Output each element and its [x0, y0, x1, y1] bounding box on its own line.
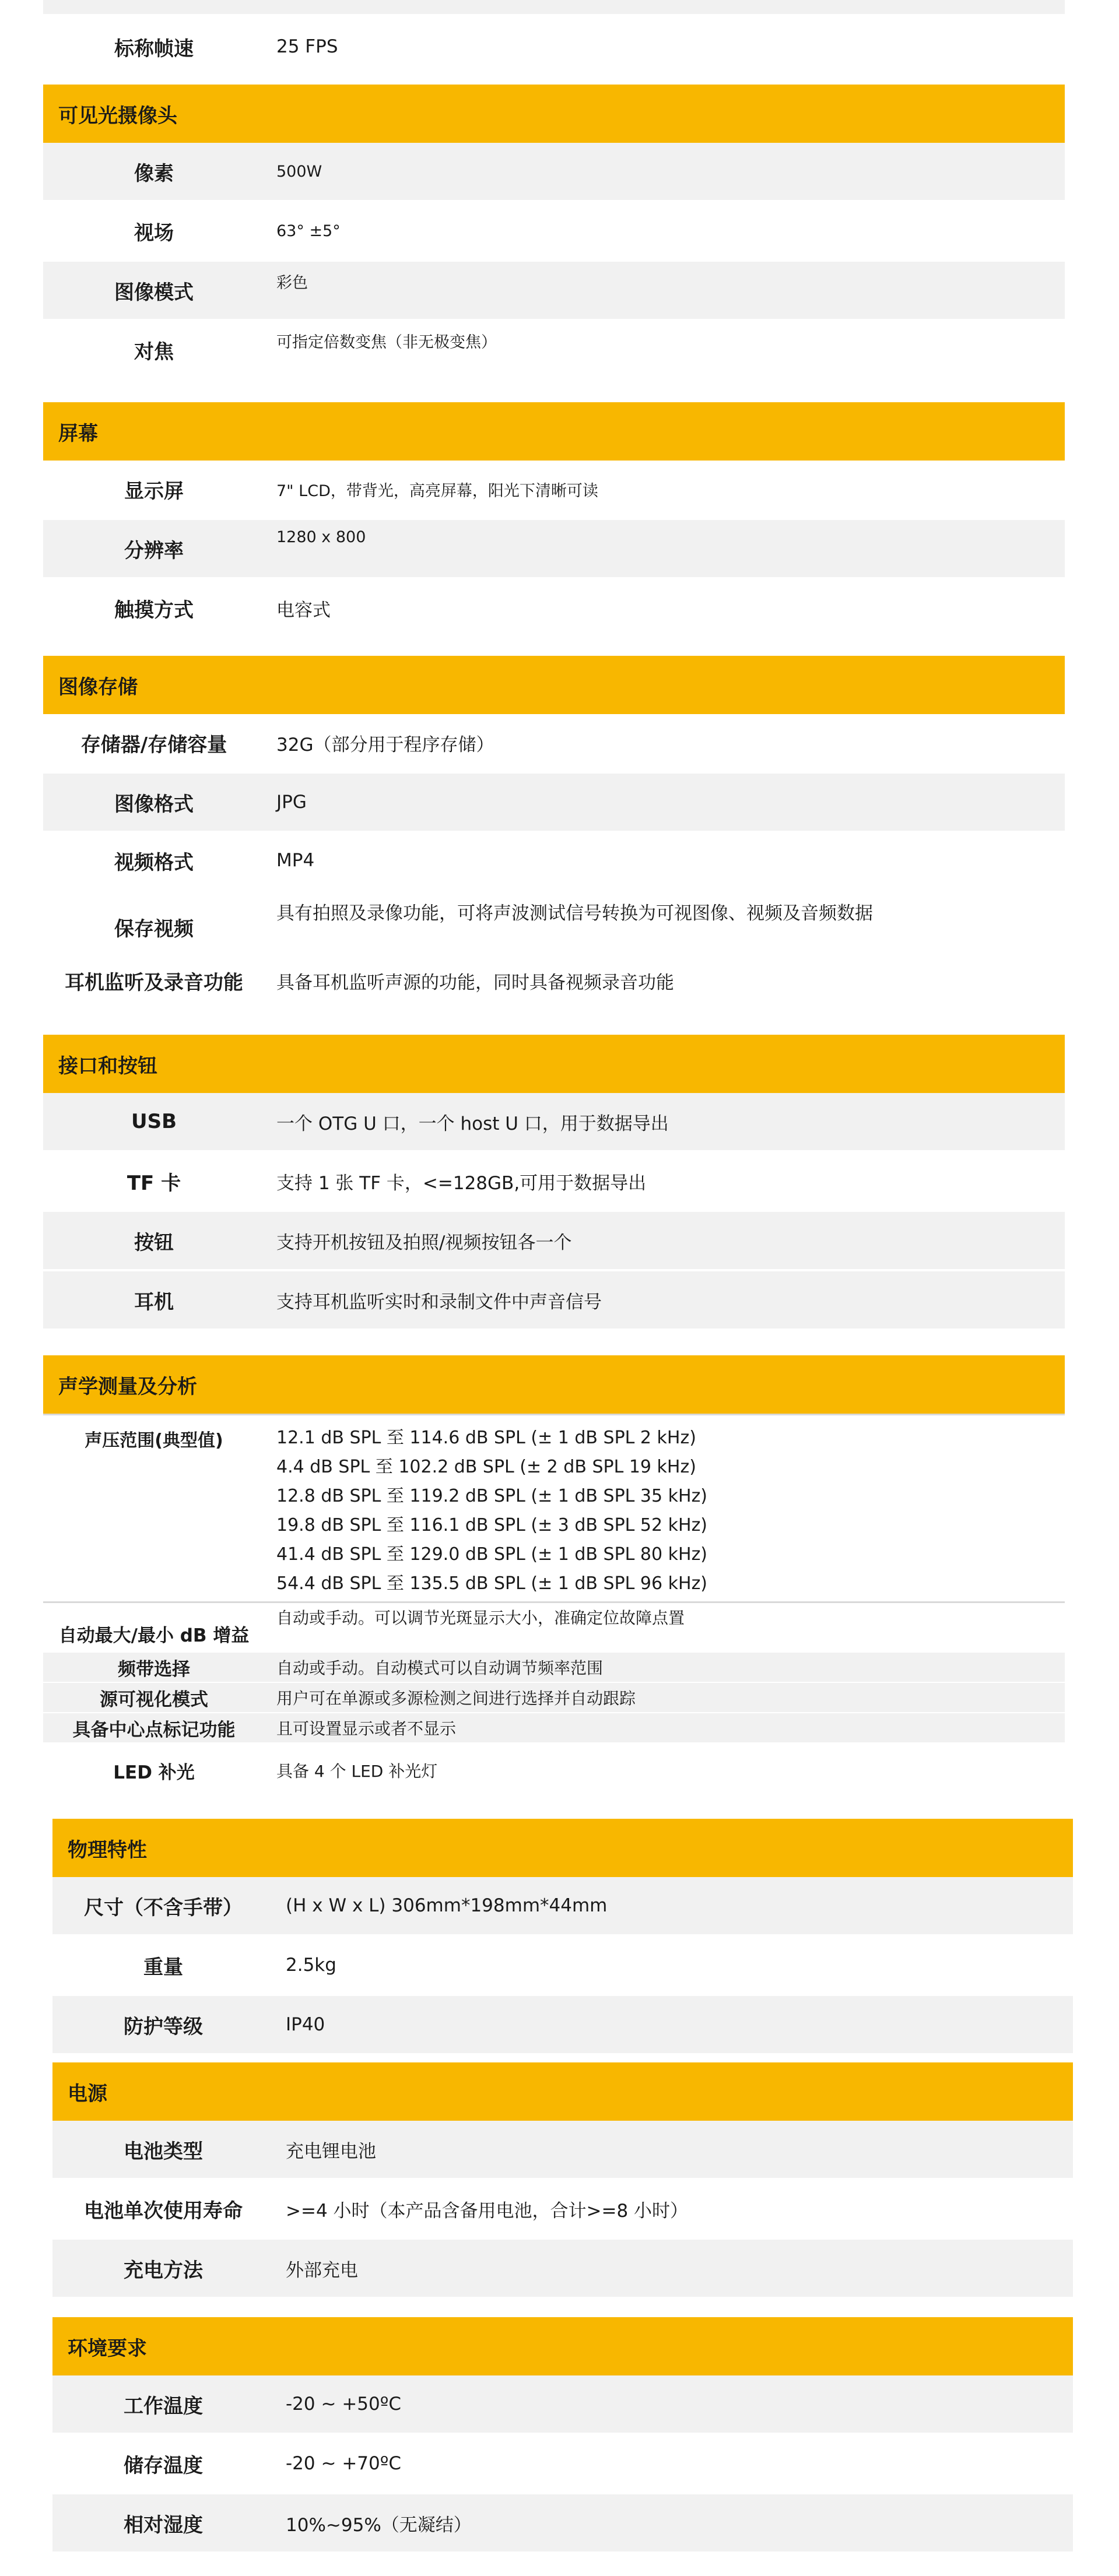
spec-label: 声压范围(典型值) — [85, 1431, 223, 1451]
spec-value: MP4 — [276, 850, 315, 871]
spec-row — [43, 579, 1065, 639]
spec-label: LED 补光 — [113, 1762, 195, 1783]
spec-row — [43, 1152, 1065, 1212]
spec-value: 具备耳机监听声源的功能，同时具备视频录音功能 — [276, 972, 674, 993]
section-camera — [43, 85, 1065, 381]
section-physical — [52, 1819, 1073, 2055]
spec-row — [43, 1601, 1065, 1653]
spl-line: 54.4 dB SPL 至 135.5 dB SPL (± 1 dB SPL 96 kHz) — [276, 1573, 708, 1594]
spl-line: 19.8 dB SPL 至 116.1 dB SPL (± 3 dB SPL 52 kHz) — [276, 1515, 708, 1535]
spec-label: 尺寸（不含手带） — [84, 1896, 243, 1920]
spec-row — [52, 2180, 1073, 2240]
spec-value: 电容式 — [276, 599, 331, 621]
spec-row — [52, 2240, 1073, 2299]
spec-label: 显示屏 — [124, 479, 184, 503]
section-header: 声学测量及分析 — [43, 1355, 1065, 1414]
spec-value: (H x W x L) 306mm*198mm*44mm — [286, 1895, 608, 1916]
section-header: 物理特性 — [52, 1819, 1073, 1877]
section-header: 接口和按钮 — [43, 1035, 1065, 1093]
spec-value: 且可设置显示或者不显示 — [276, 1719, 457, 1738]
top-spacer-row — [43, 0, 1065, 16]
spec-row — [43, 1271, 1065, 1331]
spec-value: >=4 小时（本产品含备用电池，合计>=8 小时） — [286, 2200, 689, 2222]
spec-value: -20 ~ +50ºC — [286, 2394, 401, 2415]
spec-label: 图像模式 — [114, 280, 194, 304]
spec-row — [43, 461, 1065, 520]
section-header: 环境要求 — [52, 2317, 1073, 2375]
spec-value: 外部充电 — [286, 2259, 358, 2281]
spec-row — [43, 1744, 1065, 1800]
spec-row — [52, 1996, 1073, 2055]
spec-value: 63° ±5° — [276, 222, 341, 240]
spec-row — [43, 143, 1065, 202]
spec-label: 对焦 — [134, 340, 174, 364]
spec-row — [43, 321, 1065, 381]
spec-value: 32G（部分用于程序存储） — [276, 734, 494, 755]
spec-label: 标称帧速 — [114, 37, 194, 61]
spec-value: 7" LCD，带背光，高亮屏幕，阳光下清晰可读 — [276, 482, 598, 500]
spec-label: 具备中心点标记功能 — [72, 1719, 236, 1741]
spec-label: 自动最大/最小 dB 增益 — [58, 1625, 250, 1646]
spec-value: 支持开机按钮及拍照/视频按钮各一个 — [276, 1232, 572, 1253]
spec-row — [43, 1212, 1065, 1271]
spec-value: 自动或手动。可以调节光斑显示大小，准确定位故障点置 — [276, 1608, 685, 1628]
spec-label: 视频格式 — [114, 851, 194, 874]
spec-label: 图像格式 — [114, 792, 194, 816]
spl-range-list — [265, 1415, 1065, 1598]
spec-label: 工作温度 — [124, 2394, 203, 2418]
spec-label: 电池类型 — [124, 2139, 203, 2163]
spec-label: TF 卡 — [127, 1171, 181, 1195]
spec-label: 视场 — [134, 221, 174, 245]
spec-value: 自动或手动。自动模式可以自动调节频率范围 — [276, 1658, 604, 1678]
spec-value: 具有拍照及录像功能，可将声波测试信号转换为可视图像、视频及音频数据 — [276, 903, 873, 924]
section-header: 图像存储 — [43, 656, 1065, 714]
spec-label: 耳机监听及录音功能 — [65, 971, 243, 994]
spec-label: 按钮 — [134, 1231, 174, 1254]
spec-row — [43, 1093, 1065, 1152]
spec-value: 支持 1 张 TF 卡，<=128GB,可用于数据导出 — [276, 1172, 647, 1194]
spec-row — [43, 202, 1065, 262]
section-acoustics — [43, 1355, 1065, 1800]
spl-line: 12.1 dB SPL 至 114.6 dB SPL (± 1 dB SPL 2 kHz) — [276, 1428, 696, 1448]
spec-value: 可指定倍数变焦（非无极变焦） — [276, 333, 497, 352]
section-ports — [43, 1035, 1065, 1331]
spec-value: JPG — [276, 792, 307, 813]
section-power — [52, 2062, 1073, 2299]
spec-row — [52, 2435, 1073, 2494]
spec-label: 存储器/存储容量 — [80, 733, 227, 757]
spec-label: 像素 — [134, 161, 174, 185]
spec-row — [52, 2494, 1073, 2554]
spec-row — [43, 1653, 1065, 1683]
section-header: 屏幕 — [43, 402, 1065, 461]
spl-line: 12.8 dB SPL 至 119.2 dB SPL (± 1 dB SPL 35 kHz) — [276, 1486, 708, 1506]
spec-label: 充电方法 — [124, 2258, 203, 2282]
section-environment — [52, 2317, 1073, 2554]
spec-value: 10%~95%（无凝结） — [286, 2514, 472, 2536]
spec-value: 彩色 — [276, 274, 308, 292]
spec-label: 源可视化模式 — [100, 1689, 208, 1710]
spec-row-spl-range — [43, 1414, 1065, 1601]
spec-label: 触摸方式 — [114, 598, 194, 622]
spec-label: 防护等级 — [124, 2015, 203, 2039]
spec-table-top — [43, 0, 1065, 79]
spec-value: 用户可在单源或多源检测之间进行选择并自动跟踪 — [276, 1689, 636, 1708]
spec-row — [43, 1683, 1065, 1713]
spec-label: 耳机 — [134, 1290, 174, 1314]
spec-row — [43, 1713, 1065, 1744]
spec-value: IP40 — [286, 2014, 325, 2035]
section-screen — [43, 402, 1065, 639]
section-header: 可见光摄像头 — [43, 85, 1065, 143]
spec-value: 500W — [276, 162, 322, 181]
spec-label: 储存温度 — [124, 2454, 203, 2477]
spec-value: 25 FPS — [276, 36, 338, 57]
spec-label: USB — [131, 1110, 177, 1133]
spec-row — [52, 2121, 1073, 2180]
spec-row — [43, 950, 1065, 1014]
spec-row — [52, 1937, 1073, 1996]
section-header: 电源 — [52, 2062, 1073, 2121]
spec-value: 1280 x 800 — [276, 528, 366, 546]
spl-line: 4.4 dB SPL 至 102.2 dB SPL (± 2 dB SPL 19 kHz) — [276, 1457, 696, 1477]
spec-row — [43, 890, 1065, 950]
spec-row — [52, 1877, 1073, 1937]
spec-label: 保存视频 — [114, 918, 194, 941]
spec-label: 重量 — [143, 1955, 183, 1979]
spec-row — [52, 2375, 1073, 2435]
spec-value: -20 ~ +70ºC — [286, 2453, 401, 2474]
spec-label: 电池单次使用寿命 — [84, 2199, 243, 2223]
spec-row-frame-rate — [43, 16, 1065, 79]
spec-label: 相对湿度 — [124, 2513, 203, 2537]
spec-value: 具备 4 个 LED 补光灯 — [276, 1762, 438, 1781]
section-storage — [43, 656, 1065, 1014]
spec-value: 一个 OTG U 口，一个 host U 口，用于数据导出 — [276, 1113, 669, 1134]
spec-value: 2.5kg — [286, 1955, 336, 1976]
spec-row — [43, 262, 1065, 321]
spec-value: 充电锂电池 — [286, 2141, 376, 2162]
spec-row — [43, 833, 1065, 890]
spec-value: 支持耳机监听实时和录制文件中声音信号 — [276, 1291, 602, 1313]
spec-row — [43, 774, 1065, 833]
spec-row — [43, 520, 1065, 579]
spec-row — [43, 714, 1065, 774]
spec-label: 分辨率 — [124, 539, 184, 563]
spec-label: 频带选择 — [118, 1658, 190, 1680]
spl-line: 41.4 dB SPL 至 129.0 dB SPL (± 1 dB SPL 80 kHz) — [276, 1544, 708, 1565]
